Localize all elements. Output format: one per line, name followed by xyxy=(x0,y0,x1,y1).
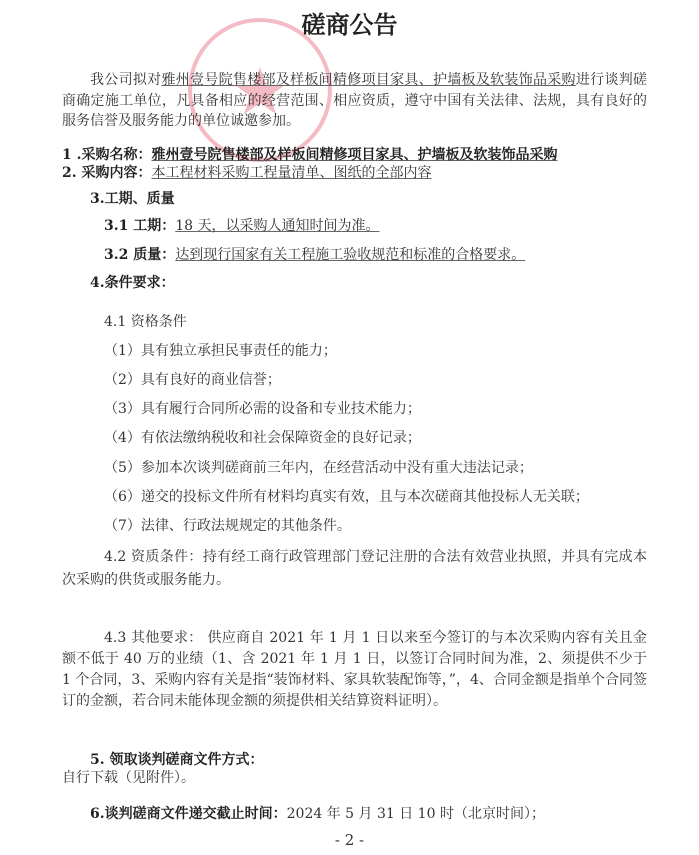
intro-project-name: 雅州壹号院售楼部及样板间精修项目家具、护墙板及软装饰品采购 xyxy=(161,72,576,88)
section-conditions: 4.条件要求： xyxy=(90,275,175,291)
item-value: 达到现行国家有关工程施工验收规范和标准的合格要求。 xyxy=(175,247,526,263)
intro-paragraph xyxy=(62,70,647,132)
item-label: 2. 采购内容： xyxy=(62,165,152,181)
page-number: - 2 - xyxy=(334,831,365,849)
item-quality xyxy=(104,245,525,265)
qualification-requirement: 4.2 资质条件：持有经工商行政管理部门登记注册的合法有效营业执照，并具有完成本次采购的供货或服务能力。 xyxy=(62,549,647,588)
condition-item: （1）具有独立承担民事责任的能力； xyxy=(104,343,337,359)
intro-prefix: 我公司拟对 xyxy=(90,72,162,88)
item-procurement-content xyxy=(62,163,432,183)
item-value: 雅州壹号院售楼部及样板间精修项目家具、护墙板及软装饰品采购 xyxy=(151,147,558,163)
condition-item: （7）法律、行政法规规定的其他条件。 xyxy=(104,518,351,534)
section-obtain-documents: 5. 领取谈判磋商文件方式： xyxy=(90,752,264,768)
obtain-method: 自行下载（见附件）。 xyxy=(62,770,195,786)
item-procurement-name xyxy=(62,145,558,165)
item-label: 1 .采购名称： xyxy=(62,147,152,163)
page-title: 磋商公告 xyxy=(301,10,398,39)
condition-item: （2）具有良好的商业信誉； xyxy=(104,372,281,388)
item-duration xyxy=(104,216,380,236)
condition-item: （5）参加本次谈判磋商前三年内，在经营活动中没有重大违法记录； xyxy=(104,460,533,476)
other-requirements: 4.3 其他要求： 供应商自 2021 年 1 月 1 日以来至今签订的与本次采购内容有关且金额不低于 40 万的业绩（1、含 2021 年 1 月 1 日，以签订合同时间为准，2、须提供不少于 1 个合同，3、采购内容有关是指“装饰材料、家具软装配饰等，”，4、合同金额是指单个合同签订的金额，若合同未能体现金额的须提供相关结算资料证明）。 xyxy=(62,630,647,709)
item-value: 18 天，以采购人通知时间为准。 xyxy=(175,218,380,234)
item-value: 2024 年 5 月 31 日 10 时（北京时间）； xyxy=(286,806,545,822)
item-label: 3.1 工期： xyxy=(104,218,176,234)
section-duration-quality: 3.工期、质量 xyxy=(90,191,175,207)
subsection-qualification: 4.1 资格条件 xyxy=(104,314,187,330)
submission-deadline xyxy=(90,804,545,824)
condition-item: （4）有依法缴纳税收和社会保障资金的良好记录； xyxy=(104,430,421,446)
intro-suffix: 进行谈判磋商确定施工单位，凡具备相应的经营范围、相应资质，遵守中国有关法律、法规，具有良好的服务信誉及服务能力的单位诚邀参加。 xyxy=(62,72,648,129)
item-label: 3.2 质量： xyxy=(104,247,176,263)
item-value: 本工程材料采购工程量清单、图纸的全部内容 xyxy=(151,165,432,181)
condition-item: （6）递交的投标文件所有材料均真实有效，且与本次磋商其他投标人无关联； xyxy=(104,489,589,505)
item-label: 6.谈判磋商文件递交截止时间： xyxy=(90,806,287,822)
condition-item: （3）具有履行合同所必需的设备和专业技术能力； xyxy=(104,401,421,417)
